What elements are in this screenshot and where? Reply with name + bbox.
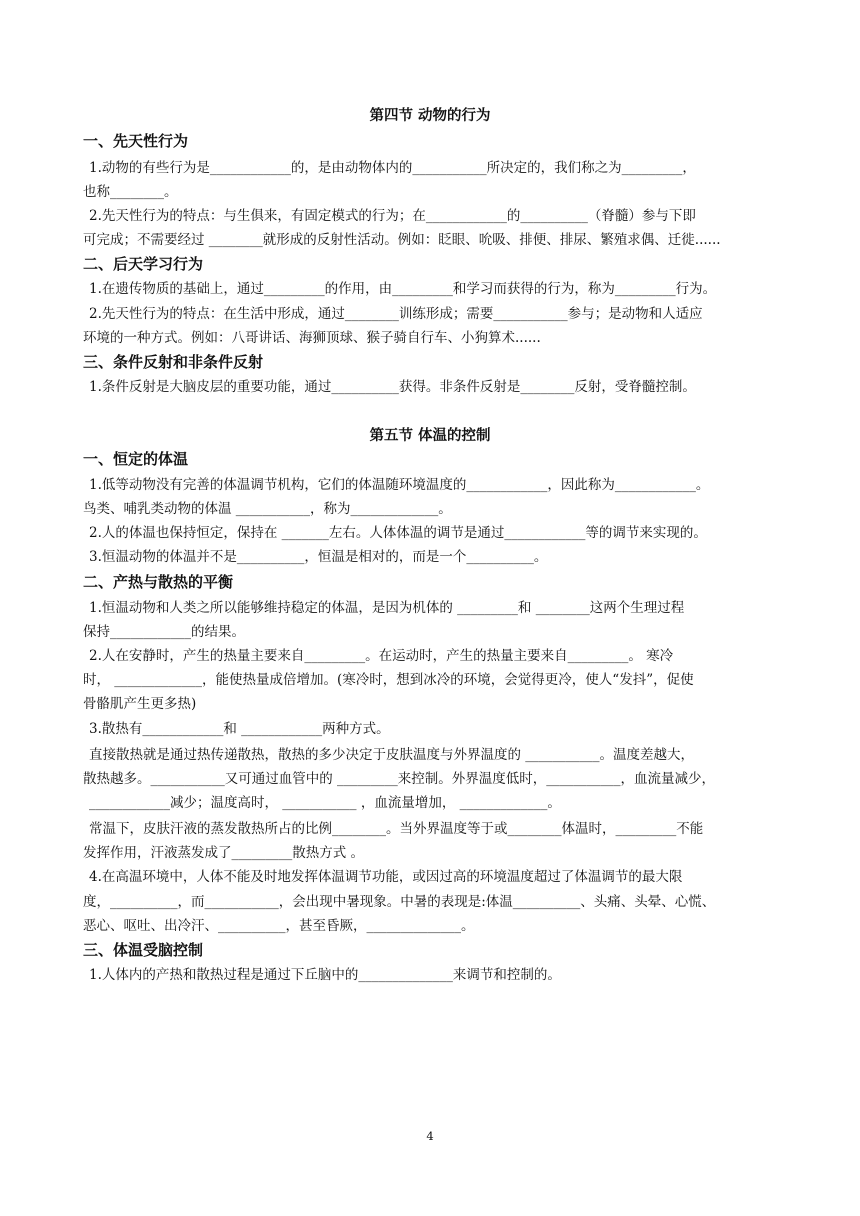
section5-h2-line: 时， _____________，能使热量成倍增加。(寒冷时，想到冰冷的环境，会觉得更冷，使人“发抖”，促使 <box>83 672 694 688</box>
section5-h2-line: 恶心、呕吐、出冷汗、__________，甚至昏厥，______________。 <box>83 918 475 934</box>
section4-h1-line: 2.先天性行为的特点：与生俱来，有固定模式的行为；在____________的__________（脊髓）参与下即 <box>89 208 696 224</box>
section5-heading-brain: 三、体温受脑控制 <box>83 941 204 959</box>
section4-heading-innate: 一、先天性行为 <box>83 132 189 150</box>
section5-h2-line: 1.恒温动物和人类之所以能够维持稳定的体温，是因为机体的 _________和 ________这两个生理过程 <box>89 600 685 616</box>
section5-h3-line: 1.人体内的产热和散热过程是通过下丘脑中的______________来调节和控制的。 <box>89 967 561 983</box>
section4-title: 第四节 动物的行为 <box>369 108 491 124</box>
section4-h2-line: 2.先天性行为的特点：在生活中形成，通过________训练形成；需要___________参与；是动物和人适应 <box>89 306 703 322</box>
section4-heading-learned: 二、后天学习行为 <box>83 255 204 273</box>
section5-heading-balance: 二、产热与散热的平衡 <box>83 573 234 591</box>
section5-h1-line: 2.人的体温也保持恒定，保持在 _______左右。人体体温的调节是通过____________等的调节来实现的。 <box>89 525 707 541</box>
section4-heading-reflex: 三、条件反射和非条件反射 <box>83 353 264 371</box>
section5-h2-line: 发挥作用，汗液蒸发成了_________散热方式 。 <box>83 845 365 861</box>
section4-h2-line: 环境的一种方式。例如：八哥讲话、海狮顶球、猴子骑自行车、小狗算术...... <box>83 330 541 346</box>
section4-h1-line: 1.动物的有些行为是____________的，是由动物体内的___________所决定的，我们称之为_________， <box>89 160 696 176</box>
section5-h2-line: 骨骼肌产生更多热) <box>83 696 197 712</box>
section5-h2-line: 散热越多。___________又可通过血管中的 _________来控制。外界温度低时，___________，血流量减少， <box>83 771 716 787</box>
section4-h1-line: 也称________。 <box>83 184 178 200</box>
section5-h2-line: 保持____________的结果。 <box>83 624 245 640</box>
section5-h2-line: 3.散热有____________和 ____________两种方式。 <box>89 721 390 737</box>
section4-h2-line: 1.在遗传物质的基础上，通过_________的作用，由_________和学习而获得的行为，称为_________行为。 <box>89 281 717 297</box>
section5-h2-line: 常温下，皮肤汗液的蒸发散热所占的比例________。当外界温度等于或________体温时，_________不能 <box>89 821 704 837</box>
section5-h1-line: 1.低等动物没有完善的体温调节机构，它们的体温随环境温度的____________，因此称为____________。 <box>89 477 710 493</box>
section4-h3-line: 1.条件反射是大脑皮层的重要功能，通过__________获得。非条件反射是________反射，受脊髓控制。 <box>89 379 696 395</box>
section5-h2-line: 度，__________，而___________，会出现中暑现象。中暑的表现是:体温__________、头痛、头晕、心慌、 <box>83 894 716 910</box>
page-number: 4 <box>426 1129 434 1143</box>
section5-h2-line: 4.在高温环境中，人体不能及时地发挥体温调节功能，或因过高的环境温度超过了体温调节的最大限 <box>89 869 683 885</box>
section5-title: 第五节 体温的控制 <box>369 428 491 444</box>
section5-h2-line: 2.人在安静时，产生的热量主要来自_________。在运动时，产生的热量主要来自_________。 寒冷 <box>89 648 674 664</box>
section5-h1-line: 3.恒温动物的体温并不是__________，恒温是相对的，而是一个__________。 <box>89 549 548 565</box>
section5-heading-constant: 一、恒定的体温 <box>83 450 189 468</box>
section5-h1-line: 鸟类、哺乳类动物的体温 ___________，称为_____________。 <box>83 501 452 517</box>
section5-h2-line: ____________减少；温度高时， ___________ ，血流量增加， _____________。 <box>89 795 561 811</box>
section4-h1-line: 可完成；不需要经过 ________就形成的反射性活动。例如：眨眼、吮吸、排便、排尿、繁殖求偶、迁徙...... <box>83 232 721 248</box>
section5-h2-line: 直接散热就是通过热传递散热，散热的多少决定于皮肤温度与外界温度的 ___________。温度差越大， <box>89 747 695 763</box>
